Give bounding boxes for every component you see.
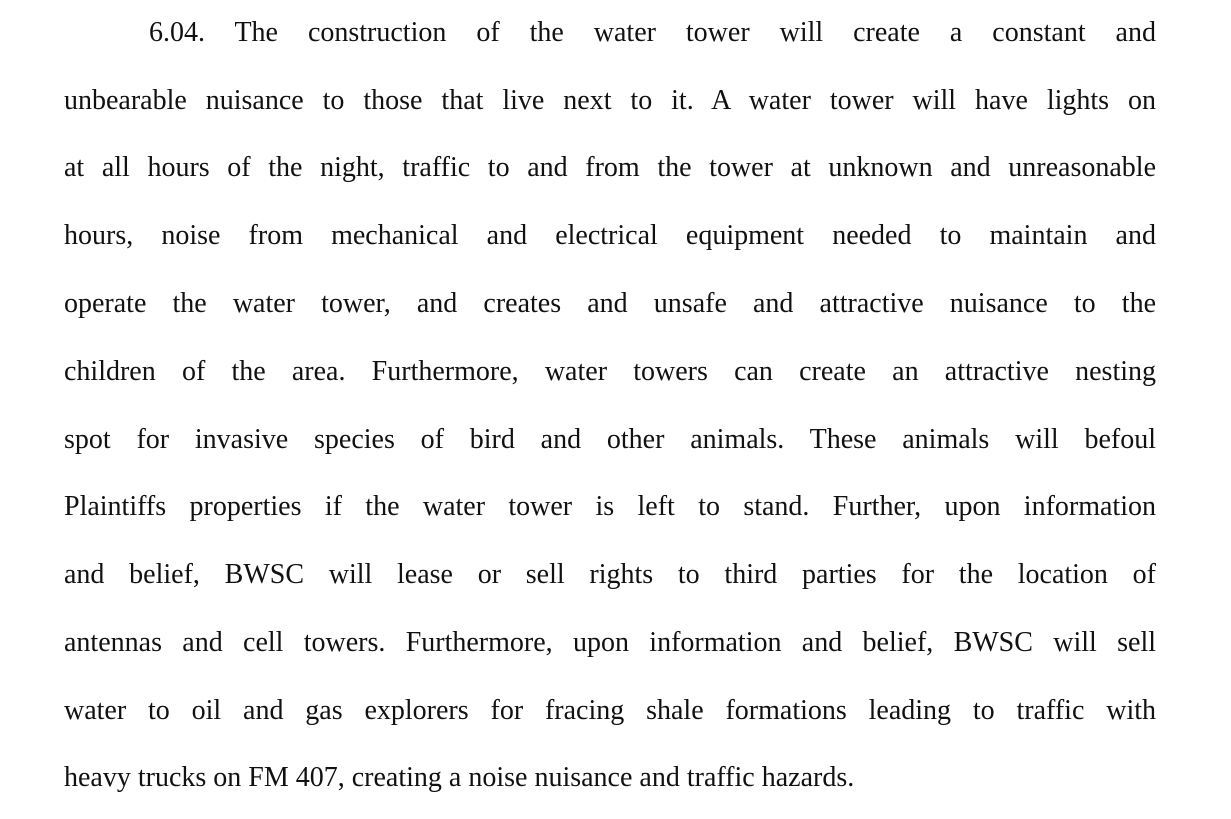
paragraph-line: unbearable nuisance to those that live next to it. A water tower will have lights on <box>64 85 1156 116</box>
paragraph-line: and belief, BWSC will lease or sell rights to third parties for the location of <box>64 559 1156 590</box>
paragraph-line: water to oil and gas explorers for fracing shale formations leading to traffic with <box>64 695 1156 726</box>
paragraph-line: 6.04. The construction of the water tower will create a constant and <box>149 17 1156 48</box>
paragraph-line: hours, noise from mechanical and electrical equipment needed to maintain and <box>64 220 1156 251</box>
paragraph-line: children of the area. Furthermore, water towers can create an attractive nesting <box>64 356 1156 387</box>
paragraph-line: at all hours of the night, traffic to and from the tower at unknown and unreasonable <box>64 152 1156 183</box>
paragraph-line: operate the water tower, and creates and unsafe and attractive nuisance to the <box>64 288 1156 319</box>
paragraph-line: heavy trucks on FM 407, creating a noise nuisance and traffic hazards. <box>64 762 855 793</box>
paragraph-line: spot for invasive species of bird and other animals. These animals will befoul <box>64 424 1156 455</box>
paragraph-line: Plaintiffs properties if the water tower is left to stand. Further, upon information <box>64 491 1156 522</box>
paragraph-line: antennas and cell towers. Furthermore, upon information and belief, BWSC will sell <box>64 627 1156 658</box>
